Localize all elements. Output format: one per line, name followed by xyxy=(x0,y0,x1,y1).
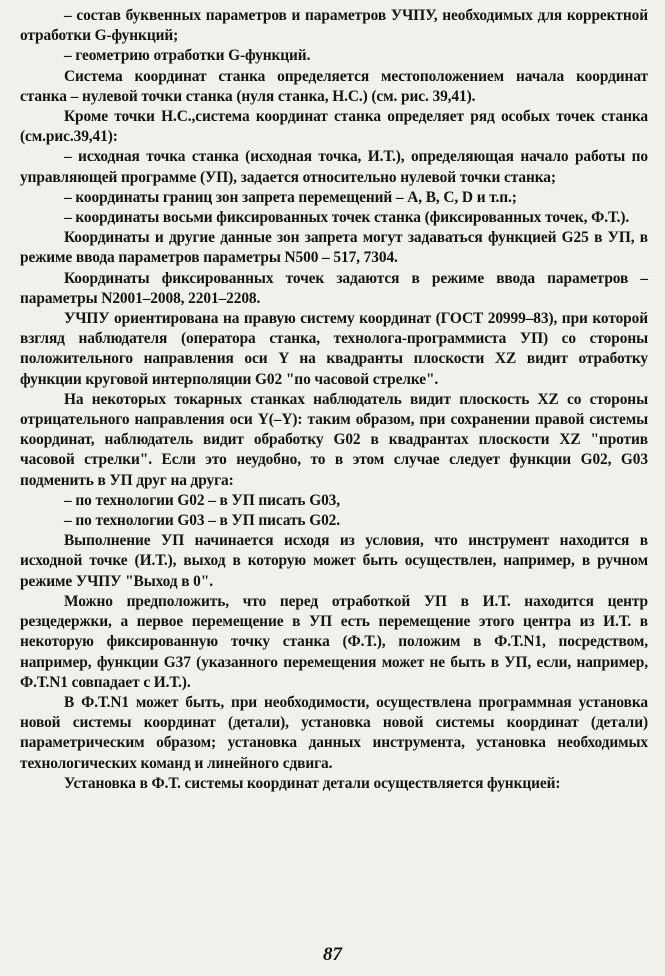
paragraph: Кроме точки Н.С.,система координат станка определяет ряд особых точек станка (см.рис.39,41): xyxy=(20,108,648,146)
paragraph: Установка в Ф.Т. системы координат детали осуществляется функцией: xyxy=(64,774,561,792)
paragraph: – по технологии G02 – в УП писать G03, xyxy=(64,491,341,509)
paragraph: УЧПУ ориентирована на правую систему координат (ГОСТ 20999–83), при которой взгляд наблюдателя (оператора станка, технолога-программиста УП) со стороны положительного направления оси Y на квадранты плоскости XZ видит отработку функции круговой интерполяции G02 "по часовой стрелке". xyxy=(20,310,648,388)
paragraph: – по технологии G03 – в УП писать G02. xyxy=(64,512,341,530)
paragraph: На некоторых токарных станках наблюдатель видит плоскость XZ со стороны отрицательного направления оси Y(–Y): таким образом, при сохранении правой системы координат, наблюдатель видит обработку G02 в квадрантах плоскости XZ "против часовой стрелки". Если это неудобно, то в этом случае следует функции G02, G03 подменить в УП друг на друга: xyxy=(20,390,648,489)
paragraph: – координаты границ зон запрета перемещений – A, B, C, D и т.п.; xyxy=(64,188,517,206)
paragraph: Координаты и другие данные зон запрета могут задаваться функцией G25 в УП, в режиме ввода параметров параметры N500 – 517, 7304. xyxy=(20,229,648,267)
page-number: 87 xyxy=(323,944,342,965)
paragraph: Выполнение УП начинается исходя из условия, что инструмент находится в исходной точке (И.Т.), выход в которую может быть осуществлен, например, в ручном режиме УЧПУ "Выход в 0". xyxy=(20,532,648,590)
paragraph: – геометрию отработки G-функций. xyxy=(64,47,311,65)
paragraph: Можно предположить, что перед отработкой УП в И.Т. находится центр резцедержки, а первое перемещение в УП есть перемещение этого центра из И.Т. в некоторую фиксированную точку станка (Ф.Т.), положим в Ф.Т.N1, посредством, например, функции G37 (указанного перемещения может не быть в УП, если, например, Ф.Т.N1 совпадает с И.Т.). xyxy=(20,592,648,691)
page-body xyxy=(20,6,648,794)
paragraph: Координаты фиксированных точек задаются в режиме ввода параметров – параметры N2001–2008, 2201–2208. xyxy=(20,269,648,307)
paragraph: В Ф.Т.N1 может быть, при необходимости, осуществлена программная установка новой системы координат (детали), установка новой системы координат (детали) параметрическим образом; установка данных инструмента, установка необходимых технологических команд и линейного сдвига. xyxy=(20,693,648,772)
paragraph: – координаты восьми фиксированных точек станка (фиксированных точек, Ф.Т.). xyxy=(64,209,630,227)
paragraph: – исходная точка станка (исходная точка, И.Т.), определяющая начало работы по управляющей программе (УП), задается относительно нулевой точки станка; xyxy=(20,148,648,186)
paragraph: – состав буквенных параметров и параметров УЧПУ, необходимых для корректной отработки G-функций; xyxy=(20,7,648,45)
paragraph: Система координат станка определяется местоположением начала координат станка – нулевой точки станка (нуля станка, Н.С.) (см. рис. 39,41). xyxy=(20,67,648,105)
